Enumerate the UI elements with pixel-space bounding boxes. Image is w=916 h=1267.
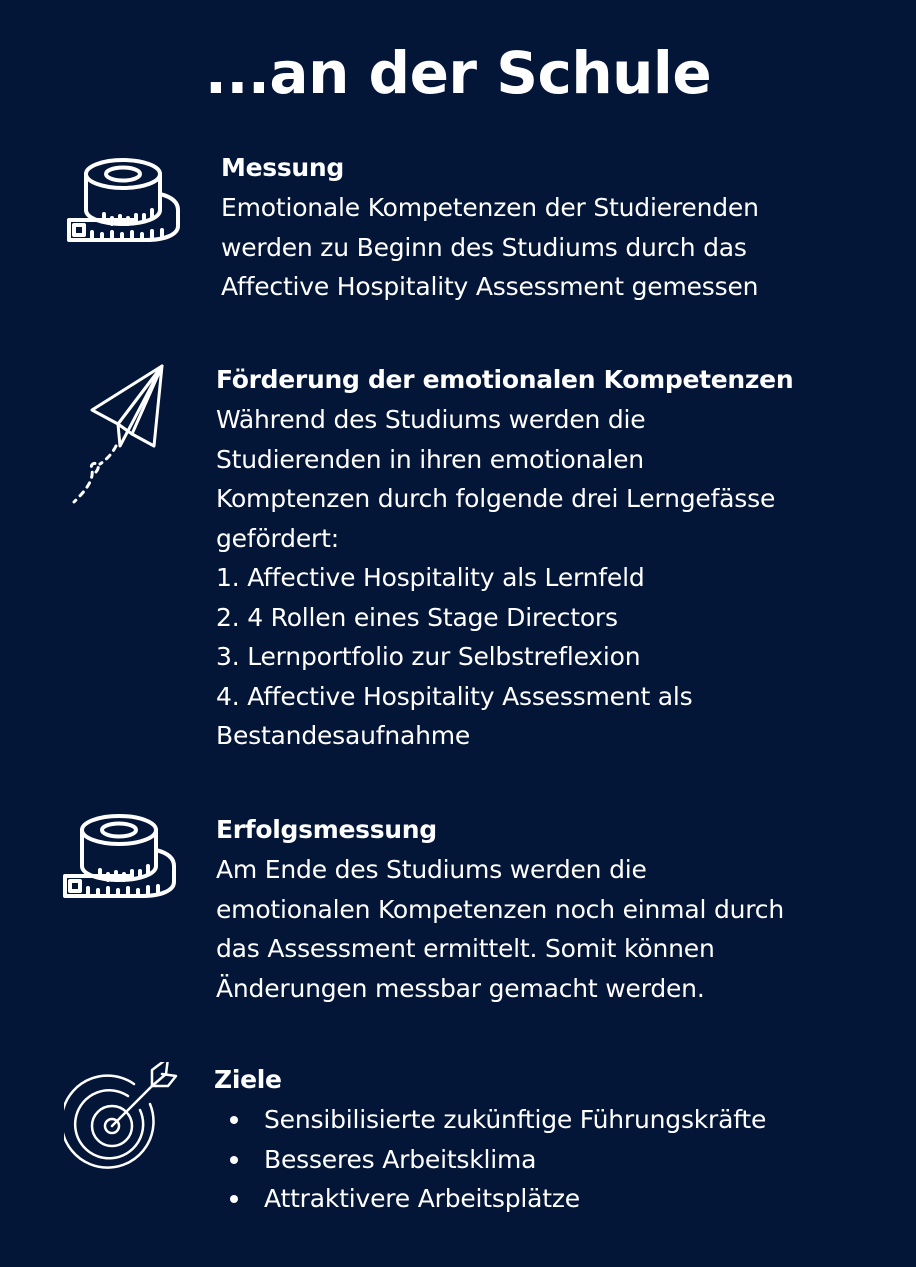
section-messung <box>221 148 881 307</box>
body-line: emotionalen Kompetenzen noch einmal durch <box>216 894 784 924</box>
body-line: Änderungen messbar gemacht werden. <box>216 973 705 1003</box>
section-heading: Ziele <box>214 1065 282 1094</box>
body-line: Emotionale Kompetenzen der Studierenden <box>221 193 759 222</box>
list-item-label: Sensibilisierte zukünftige Führungskräfte <box>264 1105 767 1134</box>
goal-list <box>214 1100 874 1219</box>
body-line: Studierenden in ihren emotionalen <box>216 444 644 474</box>
list-item: 3. Lernportfolio zur Selbstreflexion <box>216 642 641 671</box>
list-item-label: Besseres Arbeitsklima <box>264 1144 537 1174</box>
body-line: Komptenzen durch folgende drei Lerngefässe <box>216 484 776 513</box>
section-ziele <box>214 1060 874 1219</box>
paper-plane-icon <box>72 362 168 508</box>
target-icon <box>64 1062 178 1174</box>
section-heading: Erfolgsmessung <box>216 815 437 844</box>
section-foerderung <box>216 360 876 756</box>
body-line: Während des Studiums werden die <box>216 405 646 434</box>
list-item: 4. Affective Hospitality Assessment als <box>216 681 693 711</box>
bullet-dot <box>230 1156 238 1164</box>
list-item <box>214 1140 874 1180</box>
body-line: Am Ende des Studiums werden die <box>216 855 647 884</box>
bullet-dot <box>230 1116 238 1124</box>
measuring-tape-icon <box>62 808 178 906</box>
section-heading: Messung <box>221 153 344 182</box>
bullet-dot <box>230 1195 238 1203</box>
list-item <box>214 1100 874 1140</box>
section-erfolgsmessung <box>216 810 876 1008</box>
page-title: ...an der Schule <box>204 39 712 107</box>
measuring-tape-icon <box>66 152 182 250</box>
body-line: gefördert: <box>216 523 339 553</box>
list-item: Bestandesaufnahme <box>216 721 471 750</box>
list-item: 2. 4 Rollen eines Stage Directors <box>216 602 618 632</box>
body-line: Affective Hospitality Assessment gemessen <box>221 272 759 301</box>
section-heading: Förderung der emotionalen Kompetenzen <box>216 365 794 394</box>
body-line: werden zu Beginn des Studiums durch das <box>221 232 747 262</box>
list-item: 1. Affective Hospitality als Lernfeld <box>216 563 645 592</box>
list-item-label: Attraktivere Arbeitsplätze <box>264 1184 580 1213</box>
list-item <box>214 1179 874 1219</box>
body-line: das Assessment ermittelt. Somit können <box>216 934 715 963</box>
